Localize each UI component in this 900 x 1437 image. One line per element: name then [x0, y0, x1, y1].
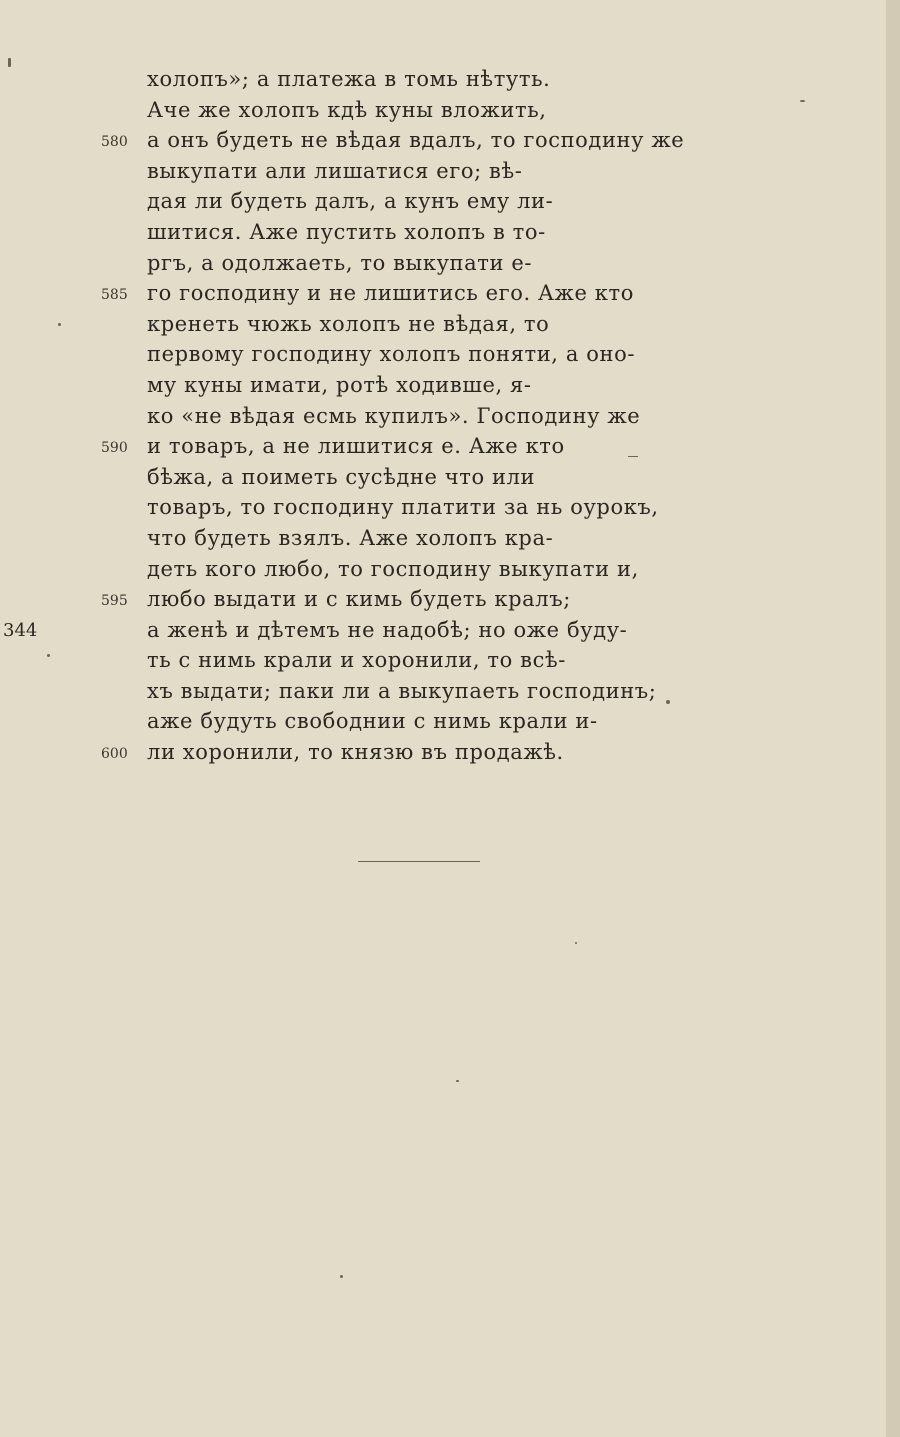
line-text: хъ выдати; паки ли а выкупаеть господинъ; — [147, 678, 657, 703]
text-line — [0, 431, 900, 462]
paper-speck — [666, 700, 670, 704]
text-line — [0, 401, 900, 432]
paper-speck — [456, 1080, 459, 1082]
line-text: ргъ, а одолжаеть, то выкупати е- — [147, 250, 533, 275]
line-text: а онъ будеть не вѣдая вдалъ, то господину же — [147, 128, 685, 153]
section-divider — [358, 861, 480, 862]
paper-speck — [58, 323, 61, 326]
text-line — [0, 95, 900, 126]
text-line — [0, 584, 900, 615]
text-line — [0, 186, 900, 217]
text-line — [0, 554, 900, 585]
text-line — [0, 523, 900, 554]
text-line — [0, 645, 900, 676]
paper-speck — [340, 1275, 343, 1278]
text-line — [0, 737, 900, 768]
paper-speck — [800, 100, 805, 102]
line-text: выкупати али лишатися его; вѣ- — [147, 158, 523, 183]
line-text: ли хоронили, то князю въ продажѣ. — [147, 740, 564, 765]
text-line — [0, 676, 900, 707]
text-line — [0, 64, 900, 95]
line-text: ть с нимь крали и хоронили, то всѣ- — [147, 648, 566, 673]
line-text: а женѣ и дѣтемъ не надобѣ; но оже буду- — [147, 617, 628, 642]
line-number: 590 — [101, 440, 128, 457]
line-text: бѣжа, а поиметь сусѣдне что или — [147, 464, 536, 489]
line-text: товаръ, то господину платити за нь оурокъ, — [147, 495, 659, 520]
text-line — [0, 156, 900, 187]
line-text: любо выдати и с кимь будеть кралъ; — [147, 587, 571, 612]
text-line — [0, 492, 900, 523]
paper-speck — [628, 456, 638, 457]
line-text: му куны имати, ротѣ ходивше, я- — [147, 372, 532, 397]
line-number: 580 — [101, 134, 128, 151]
line-text: и товаръ, а не лишитися е. Аже кто — [147, 434, 565, 459]
line-text: холопъ»; а платежа в томь нѣтуть. — [147, 67, 551, 91]
text-line — [0, 370, 900, 401]
text-line — [0, 339, 900, 370]
text-line — [0, 248, 900, 279]
line-text: Аче же холопъ кдѣ куны вложить, — [147, 97, 547, 122]
text-line — [0, 309, 900, 340]
text-line — [0, 217, 900, 248]
text-block — [0, 64, 900, 768]
text-line — [0, 125, 900, 156]
page-reference: 344 — [3, 620, 38, 641]
text-line — [0, 706, 900, 737]
paper-speck — [575, 942, 577, 944]
line-text: что будеть взялъ. Аже холопъ кра- — [147, 525, 554, 550]
line-text: аже будуть свободнии с нимь крали и- — [147, 709, 598, 734]
line-text: шитися. Аже пустить холопъ в то- — [147, 219, 546, 244]
line-number: 585 — [101, 287, 128, 304]
line-text: дая ли будеть далъ, а кунъ ему ли- — [147, 189, 554, 214]
line-text: первому господину холопъ поняти, а оно- — [147, 342, 636, 367]
text-line — [0, 278, 900, 309]
line-text: ко «не вѣдая есмь купилъ». Господину же — [147, 403, 641, 428]
paper-speck — [47, 654, 50, 657]
line-text: деть кого любо, то господину выкупати и, — [147, 556, 639, 581]
line-number: 600 — [101, 746, 128, 763]
paper-speck — [8, 58, 11, 67]
line-text: кренеть чюжь холопъ не вѣдая, то — [147, 311, 550, 336]
text-line — [0, 462, 900, 493]
text-line — [0, 615, 900, 646]
line-text: го господину и не лишитись его. Аже кто — [147, 281, 634, 306]
line-number: 595 — [101, 593, 128, 610]
